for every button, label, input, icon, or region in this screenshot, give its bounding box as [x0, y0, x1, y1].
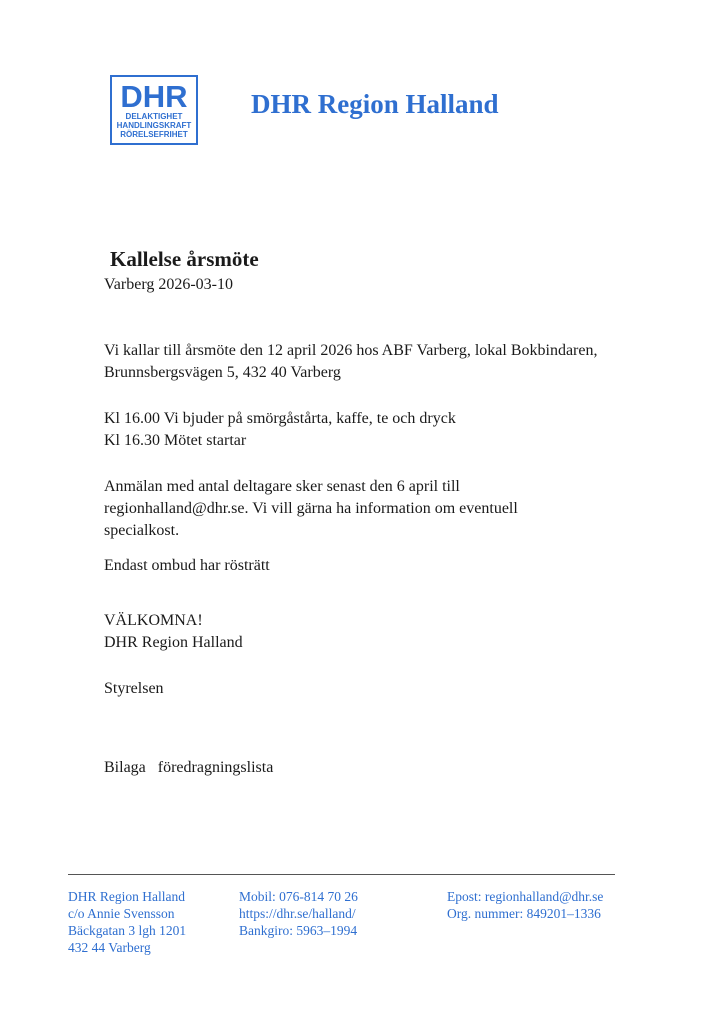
voting-note: Endast ombud har rösträtt — [104, 557, 270, 574]
org-title: DHR Region Halland — [251, 89, 499, 119]
dhr-logo — [110, 75, 198, 145]
footer-text: c/o Annie Svensson — [68, 906, 175, 921]
footer-email: Epost: regionhalland@dhr.se — [447, 889, 604, 904]
sender-line: DHR Region Halland — [104, 634, 243, 651]
invitation-line: Vi kallar till årsmöte den 12 april 2026 hos ABF Varberg, lokal Bokbindaren, — [104, 342, 598, 359]
registration-paragraph — [104, 476, 518, 542]
place-date: Varberg 2026-03-10 — [104, 276, 234, 293]
footer-address — [68, 888, 186, 956]
invitation-line: Brunnsbergsvägen 5, 432 40 Varberg — [104, 364, 341, 381]
footer-org-number: Org. nummer: 849201–1336 — [447, 906, 601, 921]
logo-line-2: HANDLINGSKRAFT — [116, 121, 192, 130]
footer-phone: Mobil: 076-814 70 26 — [239, 889, 358, 904]
footer-website-link[interactable]: https://dhr.se/halland/ — [239, 906, 356, 921]
registration-line: specialkost. — [104, 522, 180, 539]
footer-email-org — [447, 888, 603, 922]
welcome-line: VÄLKOMNA! — [104, 612, 203, 629]
footer-text: DHR Region Halland — [68, 889, 185, 904]
footer-text: 432 44 Varberg — [68, 940, 151, 955]
letter-subject: Kallelse årsmöte — [110, 247, 259, 271]
footer-bankgiro: Bankgiro: 5963–1994 — [239, 923, 358, 938]
footer-divider — [68, 874, 615, 875]
attachment-line: Bilaga föredragningslista — [104, 759, 274, 776]
logo-line-3: RÖRELSEFRIHET — [120, 130, 188, 139]
board-signature: Styrelsen — [104, 680, 164, 697]
schedule-item: Kl 16.00 Vi bjuder på smörgåstårta, kaffe, te och dryck — [104, 410, 456, 427]
invitation-paragraph — [104, 340, 597, 384]
logo-line-1: DELAKTIGHET — [125, 112, 183, 121]
registration-line: Anmälan med antal deltagare sker senast den 6 april till — [104, 478, 460, 495]
schedule — [104, 408, 456, 452]
schedule-item: Kl 16.30 Mötet startar — [104, 432, 247, 449]
footer-text: Bäckgatan 3 lgh 1201 — [68, 923, 187, 938]
footer-contact — [239, 888, 358, 939]
registration-line: regionhalland@dhr.se. Vi vill gärna ha information om eventuell — [104, 500, 518, 517]
logo-wordmark: DHR — [120, 79, 188, 114]
